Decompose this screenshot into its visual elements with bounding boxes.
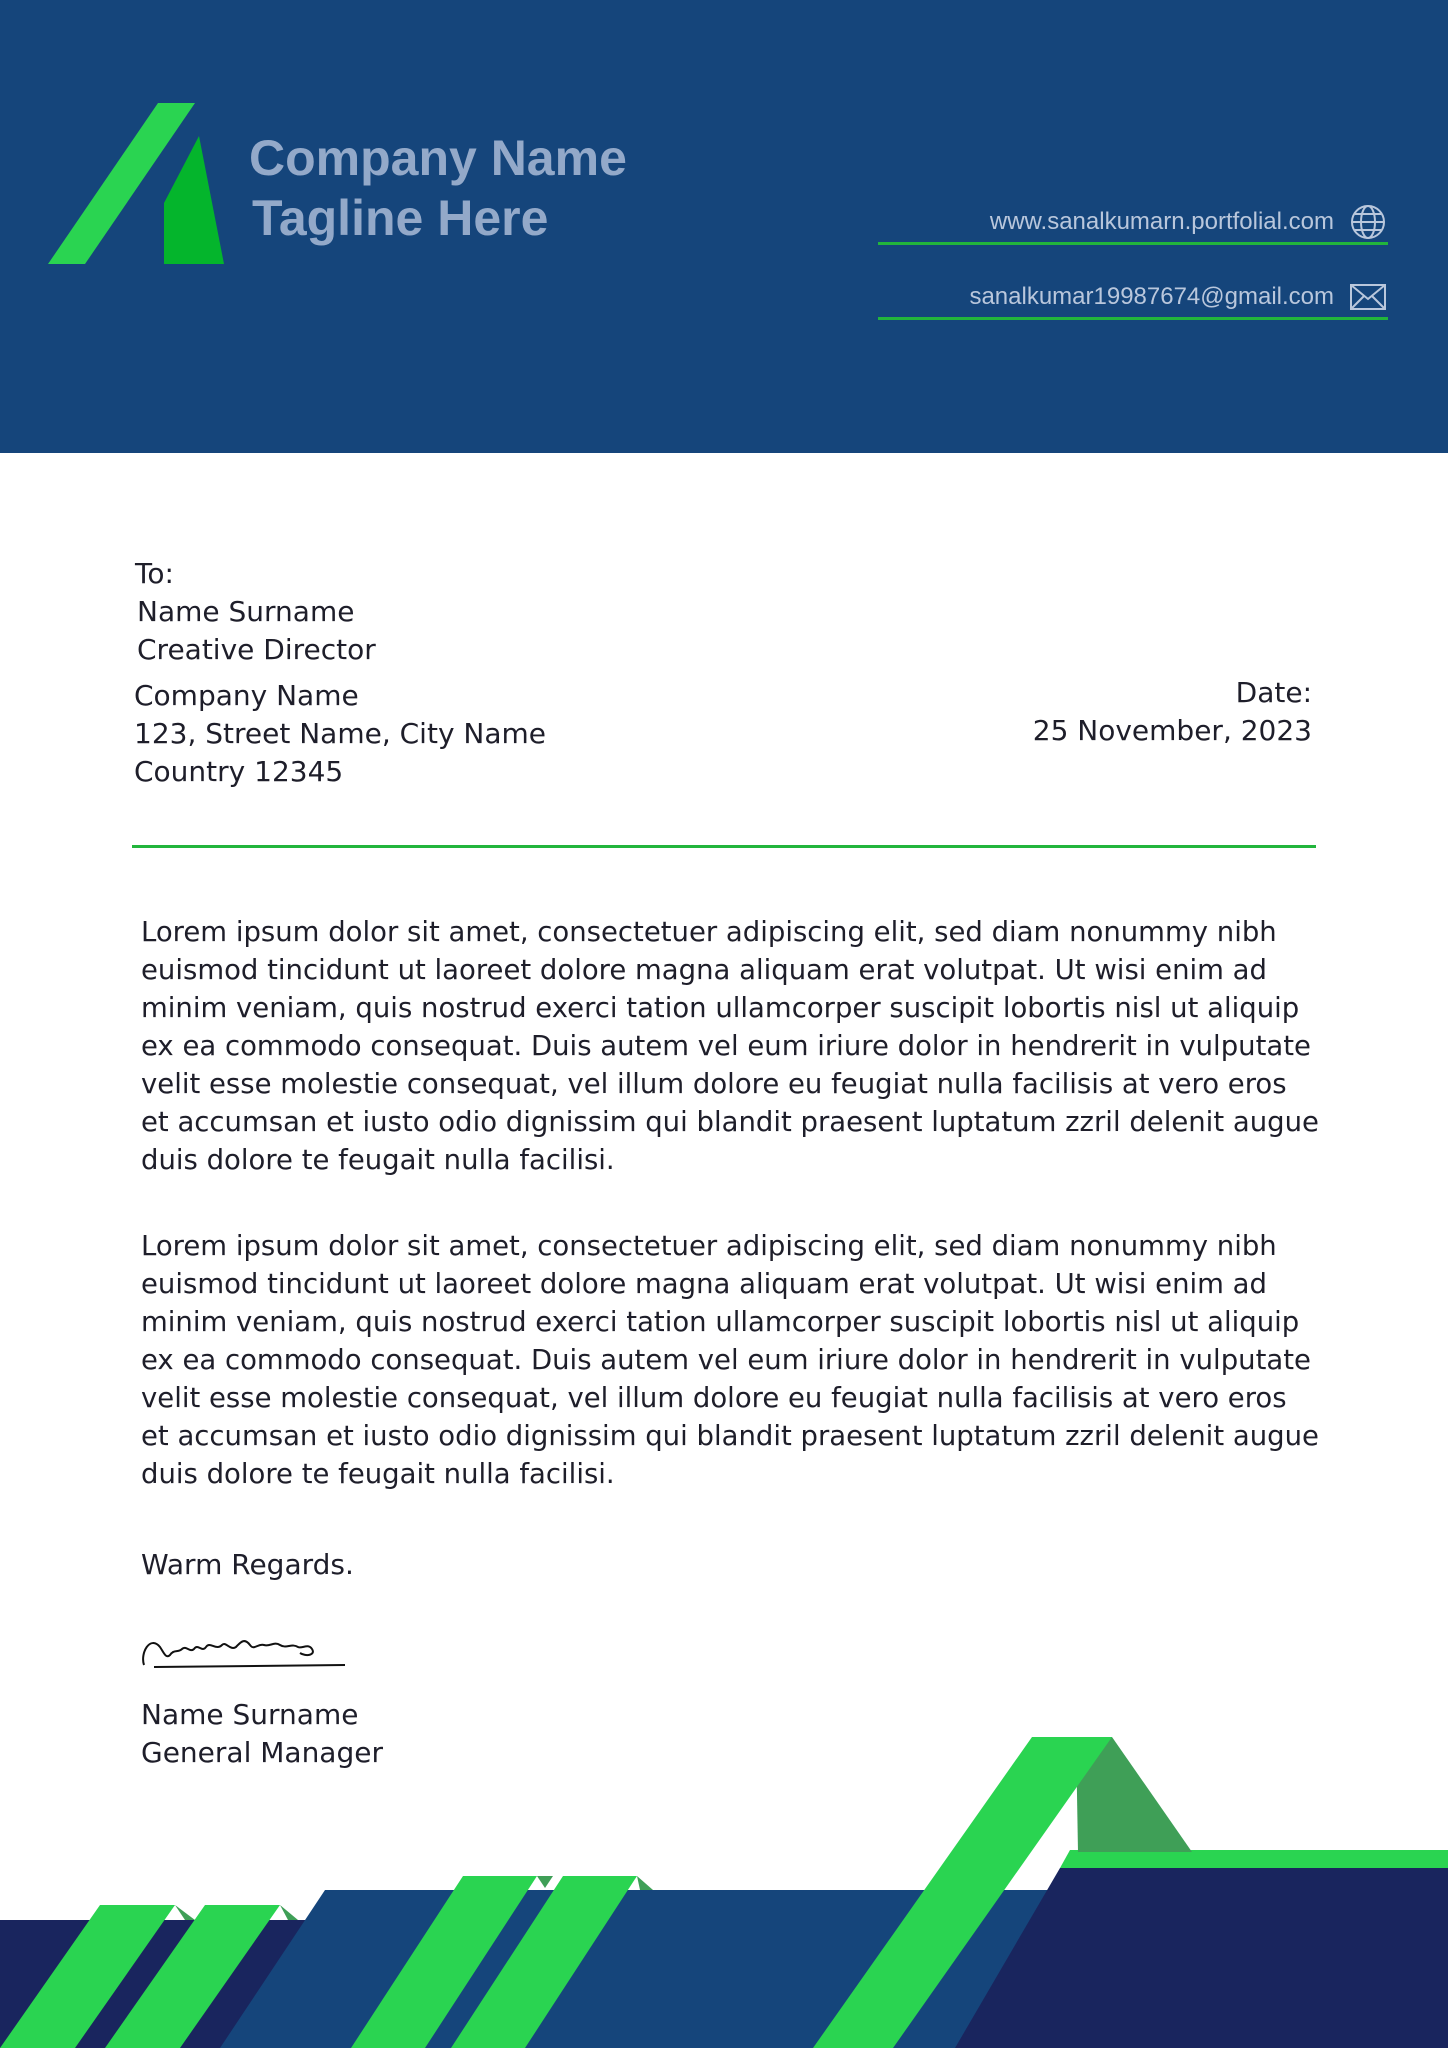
recipient-block (135, 555, 546, 791)
body-paragraph: Lorem ipsum dolor sit amet, consectetuer adipiscing elit, sed diam nonummy nibh euismod tincidunt ut laoreet dolore magna aliquam erat volutpat. Ut wisi enim ad minim veniam, quis nostrud exerci tation ullamcorper suscipit lobortis nisl ut aliquip ex ea commodo consequat. Duis autem vel eum iriure dolor in hendrerit in vulputate velit esse molestie consequat, vel illum dolore eu feugiat nulla facilisis at vero eros et accumsan et iusto odio dignissim qui blandit praesent luptatum zzril delenit augue duis dolore te feugait nulla facilisi. (141, 1230, 1319, 1490)
date-value: 25 November, 2023 (1032, 714, 1312, 747)
footer-decoration (0, 1730, 1448, 2048)
recipient-country: Country 12345 (134, 755, 344, 788)
globe-icon (1348, 202, 1388, 242)
to-label: To: (135, 557, 174, 590)
date-label: Date: (1235, 676, 1312, 709)
signer-name: Name Surname (141, 1698, 359, 1731)
company-tagline: Tagline Here (252, 190, 549, 246)
company-logo (48, 103, 228, 265)
website-link[interactable]: www.sanalkumarn.portfolial.com (989, 208, 1334, 235)
signer-title: General Manager (141, 1736, 383, 1769)
body-paragraph: Lorem ipsum dolor sit amet, consectetuer adipiscing elit, sed diam nonummy nibh euismod tincidunt ut laoreet dolore magna aliquam erat volutpat. Ut wisi enim ad minim veniam, quis nostrud exerci tation ullamcorper suscipit lobortis nisl ut aliquip ex ea commodo consequat. Duis autem vel eum iriure dolor in hendrerit in vulputate velit esse molestie consequat, vel illum dolore eu feugiat nulla facilisis at vero eros et accumsan et iusto odio dignissim qui blandit praesent luptatum zzril delenit augue duis dolore te feugait nulla facilisi. (141, 916, 1319, 1176)
section-divider (132, 845, 1316, 848)
envelope-icon (1348, 277, 1388, 317)
recipient-address: 123, Street Name, City Name (134, 717, 547, 750)
closing-regards: Warm Regards. (141, 1548, 354, 1581)
letterhead-header (0, 0, 1448, 453)
email-link[interactable]: sanalkumar19987674@gmail.com (969, 283, 1334, 310)
email-row (878, 277, 1388, 320)
recipient-name: Name Surname (137, 595, 355, 628)
recipient-title: Creative Director (137, 633, 376, 666)
company-name: Company Name (249, 130, 627, 186)
date-block (1033, 674, 1312, 750)
website-row (878, 202, 1388, 245)
signature-image (140, 1623, 350, 1671)
recipient-company: Company Name (134, 679, 359, 712)
